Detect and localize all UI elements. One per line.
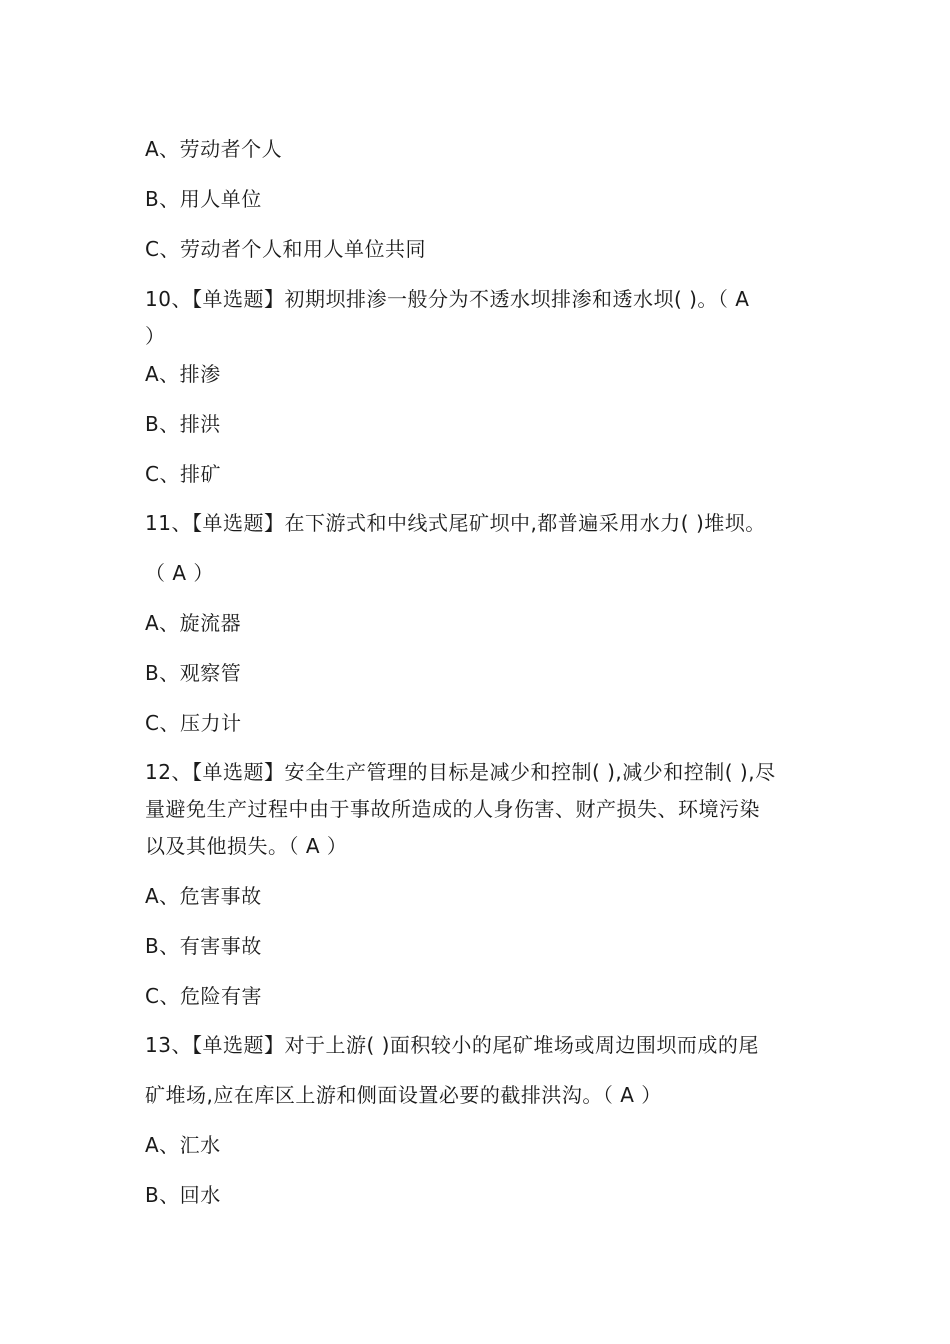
option-b-line: B、回水 <box>145 1183 221 1207</box>
option-b-line: B、用人单位 <box>145 187 262 211</box>
option-b-line: B、排洪 <box>145 412 221 436</box>
question-13-line-2: 矿堆场,应在库区上游和侧面设置必要的截排洪沟。（ A ） <box>145 1083 662 1107</box>
option-b-line: B、观察管 <box>145 661 242 685</box>
option-a-line: A、危害事故 <box>145 884 262 908</box>
option-c-line: C、危险有害 <box>145 984 262 1008</box>
question-12-line-1: 12、【单选题】安全生产管理的目标是减少和控制( ),减少和控制( ),尽 <box>145 760 776 784</box>
question-10-line: 10、【单选题】初期坝排渗一般分为不透水坝排渗和透水坝( )。（ A <box>145 287 750 311</box>
question-13-line-1: 13、【单选题】对于上游( )面积较小的尾矿堆场或周边围坝而成的尾 <box>145 1033 759 1057</box>
question-12-line-2: 量避免生产过程中由于事故所造成的人身伤害、财产损失、环境污染 <box>145 797 760 821</box>
question-11-answer-line: （ A ） <box>145 561 214 585</box>
option-b-line: B、有害事故 <box>145 934 262 958</box>
option-c-line: C、排矿 <box>145 462 221 486</box>
option-c-line: C、压力计 <box>145 711 242 735</box>
question-12-line-3: 以及其他损失。（ A ） <box>145 834 348 858</box>
question-10-answer-line: ） <box>145 324 166 348</box>
option-a-line: A、旋流器 <box>145 611 242 635</box>
option-a-line: A、汇水 <box>145 1133 221 1157</box>
option-a-line: A、劳动者个人 <box>145 137 283 161</box>
question-11-line: 11、【单选题】在下游式和中线式尾矿坝中,都普遍采用水力( )堆坝。 <box>145 511 766 535</box>
option-c-line: C、劳动者个人和用人单位共同 <box>145 237 426 261</box>
option-a-line: A、排渗 <box>145 362 221 386</box>
